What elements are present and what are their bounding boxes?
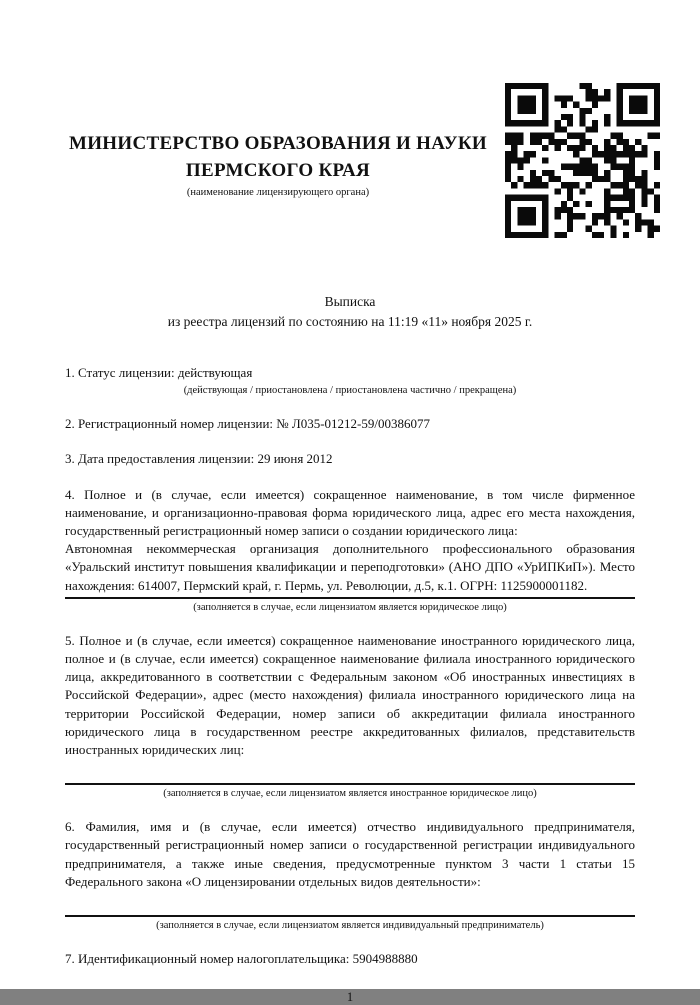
item-legal-entity-value: Автономная некоммерческая организация дополнительного профессионального образования «Уральский институт повышения квалификации и переподготовки» (АНО ДПО «УрИПКиП»). Место нахождения: 614007, Пермский край, г. Пермь, ул. Революции, д.5, к.1. ОГРН: 1125900001182. <box>65 541 635 593</box>
item-taxpayer-number-text: 7. Идентификационный номер налогоплательщика: 5904988880 <box>65 951 418 967</box>
document-header <box>65 130 491 198</box>
item-legal-entity-text: 4. Полное и (в случае, если имеется) сокращенное наименование, в том числе фирменное наименование, и организационно-правовая форма юридического лица, адрес его места нахождения, государственный регистрационный номер записи о создании юридического лица: <box>65 486 635 539</box>
fill-line <box>65 783 635 785</box>
item-foreign-entity-caption: (заполняется в случае, если лицензиатом является иностранное юридическое лицо) <box>163 788 537 800</box>
fill-line <box>65 915 635 917</box>
item-taxpayer-number <box>65 950 635 968</box>
item-license-status-caption: (действующая / приостановлена / приостановлена частично / прекращена) <box>183 385 517 397</box>
item-foreign-entity <box>65 632 635 801</box>
item-individual-entrepreneur <box>65 818 635 933</box>
page-number: 1 <box>346 990 354 1005</box>
item-license-status <box>65 364 635 398</box>
item-individual-entrepreneur-caption: (заполняется в случае, если лицензиатом является индивидуальный предприниматель) <box>156 920 544 932</box>
ministry-caption: (наименование лицензирующего органа) <box>186 187 370 198</box>
item-license-status-text: 1. Статус лицензии: действующая <box>65 365 253 380</box>
item-registration-number <box>65 415 635 433</box>
fill-line <box>65 597 635 599</box>
ministry-name-line2: ПЕРМСКОГО КРАЯ <box>185 160 371 181</box>
extract-title-block <box>65 292 635 332</box>
item-foreign-entity-text: 5. Полное и (в случае, если имеется) сокращенное наименование иностранного юридического лица, полное и (в случае, если имеется) сокращенное наименование филиала иностранного юридического лица, аккредитованного в соответствии с Федеральным законом «Об иностранных инвестициях в Российской Федерации», адрес (место нахождения) филиала иностранного юридического лица на территории Российской Федерации, номер записи об аккредитации филиала иностранного юридического лица в государственном реестре аккредитованных филиалов, представительств иностранных юридических лиц: <box>65 632 635 758</box>
item-registration-number-text: 2. Регистрационный номер лицензии: № Л035-01212-59/00386077 <box>65 416 431 432</box>
ministry-name-line1: МИНИСТЕРСТВО ОБРАЗОВАНИЯ И НАУКИ <box>68 133 488 154</box>
extract-subtitle: из реестра лицензий по состоянию на 11:19 «11» ноября 2025 г. <box>167 314 533 329</box>
item-legal-entity-caption: (заполняется в случае, если лицензиатом является юридическое лицо) <box>193 601 507 613</box>
item-license-date <box>65 450 635 468</box>
item-legal-entity <box>65 486 635 615</box>
document-content <box>65 0 635 1005</box>
item-license-date-text: 3. Дата предоставления лицензии: 29 июня 2012 <box>65 451 333 467</box>
extract-title: Выписка <box>324 294 376 309</box>
item-individual-entrepreneur-text: 6. Фамилия, имя и (в случае, если имеется) отчество индивидуального предпринимателя, государственный регистрационный номер записи о государственной регистрации индивидуального предпринимателя, а также иные сведения, предусмотренные пунктом 3 части 1 статьи 15 Федерального закона «О лицензировании отдельных видов деятельности»: <box>65 819 635 889</box>
